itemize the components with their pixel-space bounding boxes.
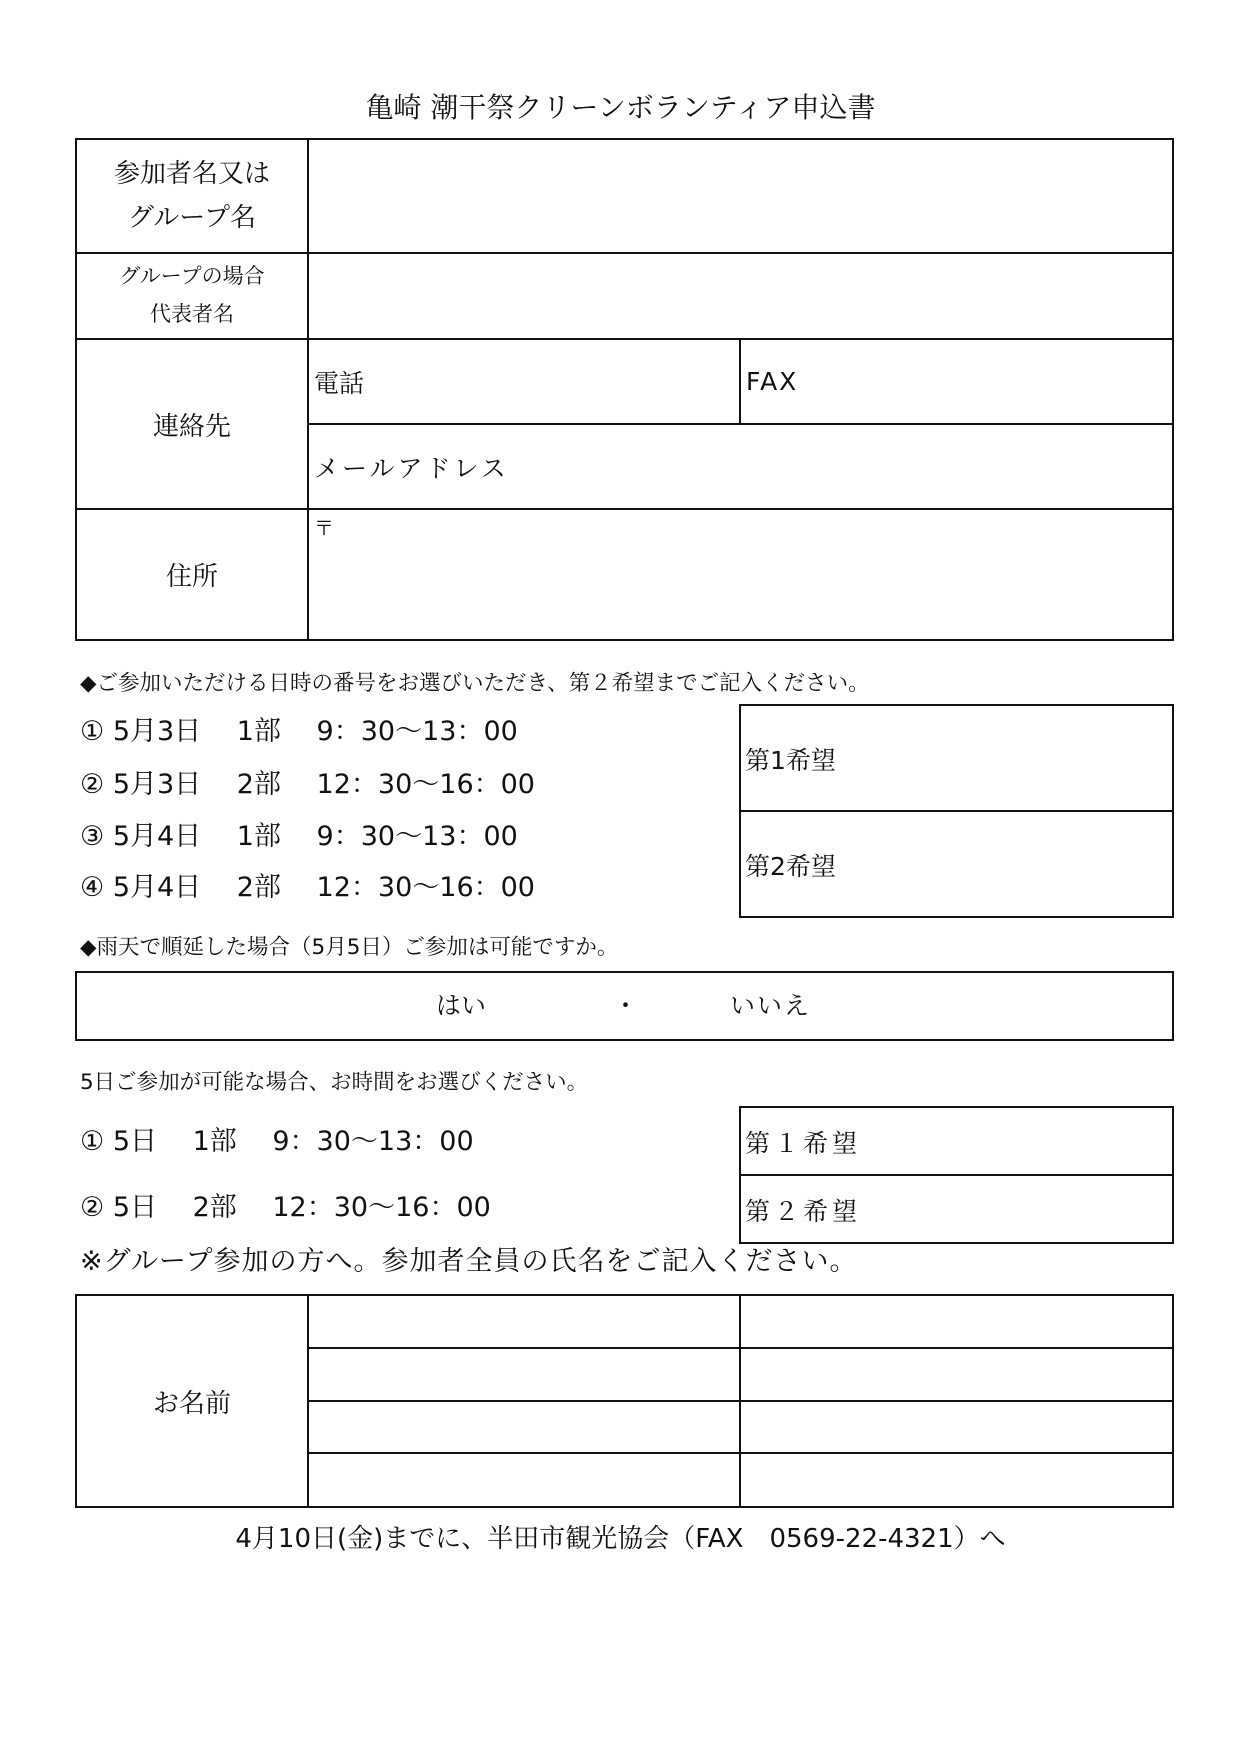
name-field[interactable]: [742, 1403, 1172, 1452]
name-field[interactable]: [310, 1297, 739, 1347]
phone-label: 電話: [314, 368, 365, 398]
option-number: ④: [80, 872, 105, 903]
name-field[interactable]: [310, 1455, 739, 1506]
phone-field[interactable]: [312, 340, 739, 423]
representative-name-field[interactable]: [310, 254, 1172, 338]
name-field[interactable]: [310, 1403, 739, 1452]
option-time: 9：30〜13：00: [316, 821, 518, 852]
choice-1-label: 第１希望: [745, 1128, 862, 1158]
option-date: 5月4日: [112, 872, 202, 903]
option-date: 5日: [112, 1126, 157, 1157]
participant-name-label: [77, 140, 307, 252]
option-time: 12：30〜16：00: [316, 872, 535, 903]
option-part: 1部: [192, 1126, 237, 1157]
yes-option[interactable]: はい: [436, 991, 487, 1020]
option-part: 2部: [236, 769, 281, 800]
postal-mark: 〒: [314, 516, 334, 540]
option-part: 1部: [236, 716, 281, 747]
choice-2-label: 第2希望: [745, 851, 836, 881]
option-number: ②: [80, 769, 105, 800]
contact-label: 連絡先: [152, 411, 231, 442]
name-field[interactable]: [742, 1297, 1172, 1347]
option-part: 2部: [192, 1192, 237, 1223]
schedule-option[interactable]: [80, 718, 518, 745]
rain-day-choice-2-field[interactable]: [745, 1177, 1170, 1242]
option-date: 5日: [112, 1192, 157, 1223]
option-number: ③: [80, 821, 105, 852]
option-time: 12：30〜16：00: [272, 1192, 491, 1223]
participant-label-line1: 参加者名又は: [113, 158, 270, 189]
option-time: 9：30〜13：00: [272, 1126, 474, 1157]
schedule-choice-2-field[interactable]: [745, 813, 1170, 916]
schedule-option[interactable]: [80, 771, 535, 798]
separator-dot: ・: [613, 991, 639, 1020]
option-date: 5月3日: [112, 769, 202, 800]
option-time: 12：30〜16：00: [316, 769, 535, 800]
representative-label-line2: 代表者名: [150, 302, 234, 326]
group-names-instruction: ※グループ参加の方へ。参加者全員の氏名をご記入ください。: [80, 1246, 858, 1277]
rain-day-instruction: 5日ご参加が可能な場合、お時間をお選びください。: [80, 1070, 589, 1095]
rain-day-choice-1-field[interactable]: [745, 1109, 1170, 1174]
choice-2-label: 第２希望: [745, 1196, 862, 1226]
schedule-instruction: ◆ご参加いただける日時の番号をお選びいただき、第２希望までご記入ください。: [80, 671, 870, 696]
address-label: 住所: [165, 562, 218, 592]
option-number: ①: [80, 716, 105, 747]
representative-label-line1: グループの場合: [119, 264, 265, 289]
participant-label-line2: グループ名: [128, 203, 256, 233]
option-part: 1部: [236, 821, 281, 852]
option-time: 9：30〜13：00: [316, 716, 518, 747]
option-number: ①: [80, 1126, 105, 1157]
schedule-option[interactable]: [80, 823, 518, 850]
rain-day-option[interactable]: [80, 1194, 491, 1221]
fax-field[interactable]: [744, 340, 1172, 423]
email-label: メールアドレス: [314, 453, 509, 483]
schedule-option[interactable]: [80, 874, 535, 901]
representative-name-label: [77, 254, 307, 338]
option-date: 5月3日: [112, 716, 202, 747]
rain-day-option[interactable]: [80, 1128, 474, 1155]
page-title: 亀崎 潮干祭クリーンボランティア申込書: [365, 91, 876, 124]
names-label: お名前: [152, 1388, 231, 1419]
submission-deadline-note: 4月10日(金)までに、半田市観光協会（FAX 0569-22-4321）へ: [235, 1524, 1006, 1554]
name-field[interactable]: [310, 1350, 739, 1400]
option-date: 5月4日: [112, 821, 202, 852]
name-field[interactable]: [742, 1455, 1172, 1506]
option-number: ②: [80, 1192, 105, 1223]
schedule-choice-1-field[interactable]: [745, 707, 1170, 810]
address-field[interactable]: [312, 510, 1172, 639]
table-divider: [307, 138, 309, 641]
participant-name-field[interactable]: [310, 140, 1172, 252]
choice-1-label: 第1希望: [745, 745, 836, 775]
no-option[interactable]: いいえ: [730, 991, 812, 1020]
name-field[interactable]: [742, 1350, 1172, 1400]
rain-question: ◆雨天で順延した場合（5月5日）ご参加は可能ですか。: [80, 935, 619, 960]
option-part: 2部: [236, 872, 281, 903]
fax-label: FAX: [746, 367, 799, 396]
email-field[interactable]: [312, 425, 1172, 508]
